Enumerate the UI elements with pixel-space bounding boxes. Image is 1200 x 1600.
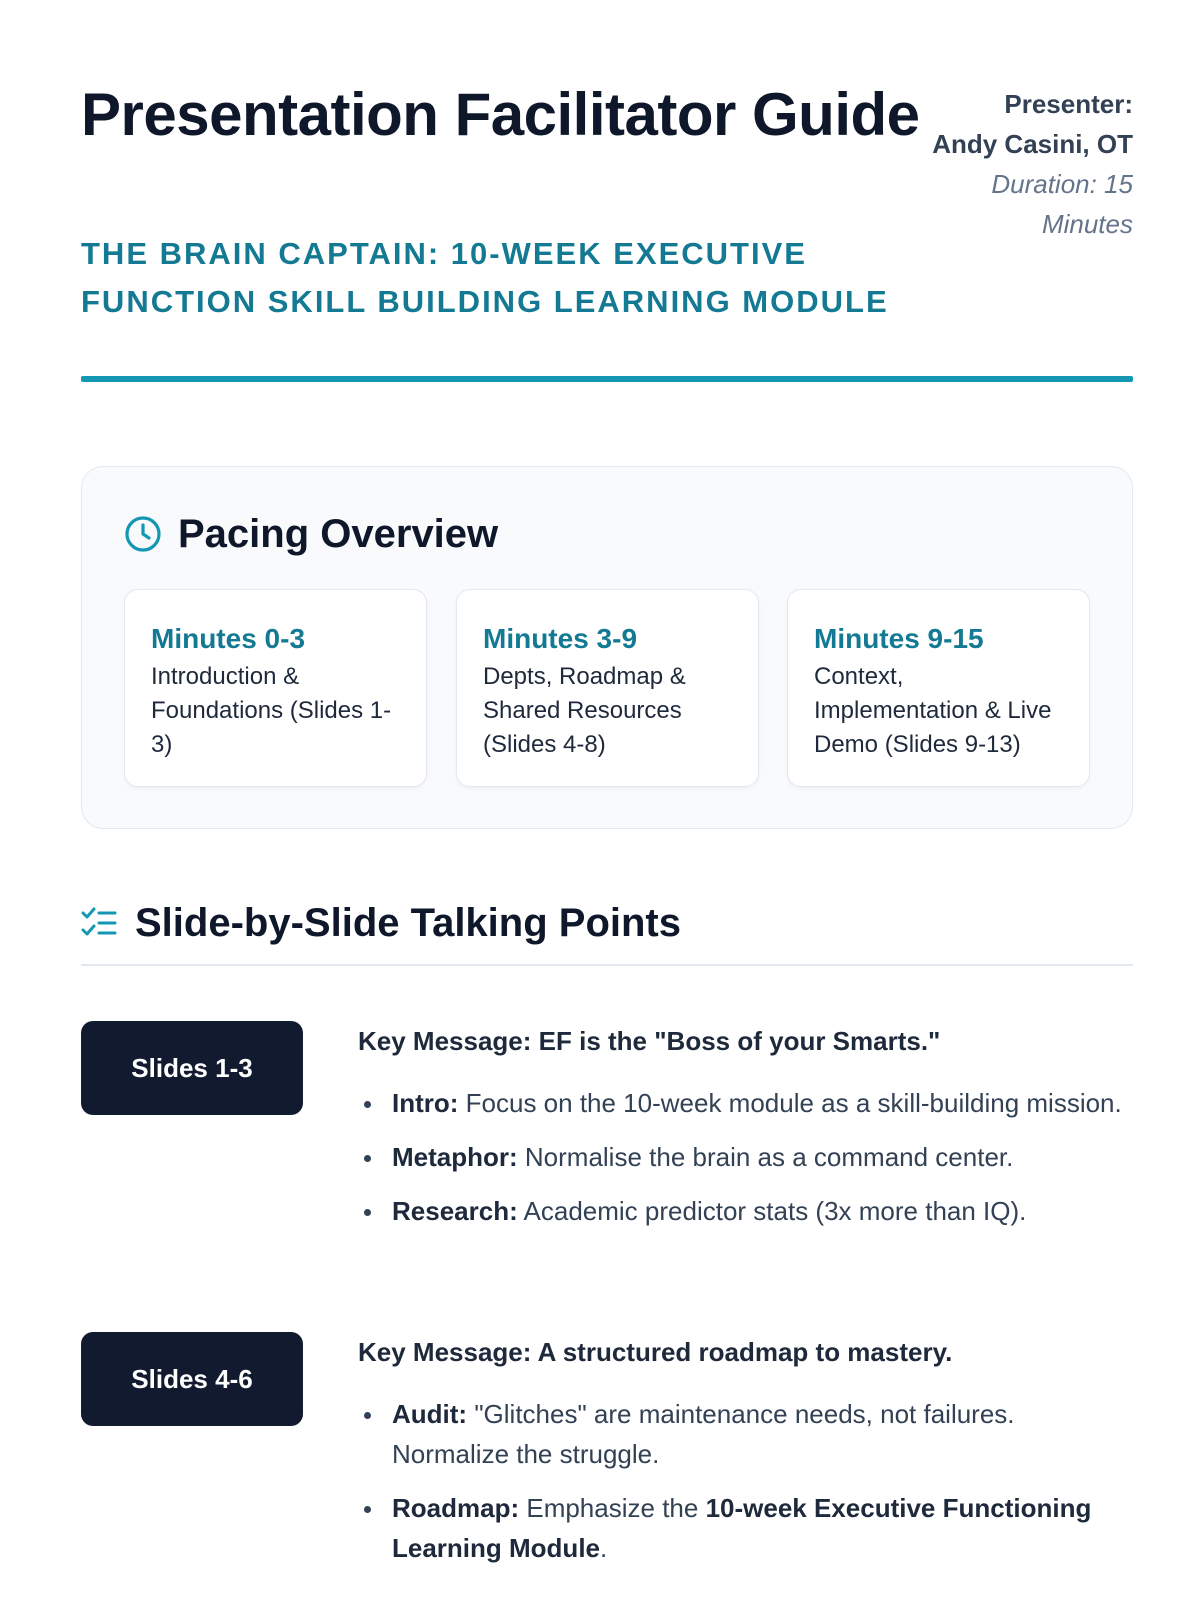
duration-text: Duration: 15 Minutes xyxy=(991,169,1133,239)
checklist-icon xyxy=(81,906,117,940)
pacing-overview-heading xyxy=(124,509,498,559)
talking-points-divider xyxy=(81,964,1133,966)
talking-point-content xyxy=(358,1021,1133,1245)
pacing-card-range: Minutes 3-9 xyxy=(483,623,638,654)
bullet-emphasis: 10-week Executive Functioning Learning Module xyxy=(392,1493,1092,1563)
page-subtitle: THE BRAIN CAPTAIN: 10-WEEK EXECUTIVE FUNCTION SKILL BUILDING LEARNING MODULE xyxy=(81,236,889,319)
list-item xyxy=(358,1394,1133,1474)
talking-point-list xyxy=(358,1394,1133,1568)
presenter-name: Andy Casini, OT xyxy=(932,129,1133,159)
talking-points-title: Slide-by-Slide Talking Points xyxy=(135,900,681,945)
bullet-label: Intro: xyxy=(392,1088,459,1118)
bullet-label: Audit: xyxy=(392,1399,468,1429)
bullet-label: Roadmap: xyxy=(392,1493,520,1523)
bullet-text: Emphasize the xyxy=(519,1493,706,1523)
list-item xyxy=(358,1137,1133,1177)
talking-point-content xyxy=(358,1332,1133,1582)
bullet-text: Normalise the brain as a command center. xyxy=(517,1142,1014,1172)
presenter-meta xyxy=(923,84,1133,244)
bullet-text: Academic predictor stats (3x more than IQ). xyxy=(517,1196,1027,1226)
pacing-card-range: Minutes 9-15 xyxy=(814,623,984,654)
pacing-card-range: Minutes 0-3 xyxy=(151,623,306,654)
bullet-label: Metaphor: xyxy=(392,1142,518,1172)
pacing-card xyxy=(124,589,427,787)
bullet-label: Research: xyxy=(392,1196,518,1226)
pacing-card-description: Introduction & Foundations (Slides 1-3) xyxy=(151,663,392,758)
guide-header xyxy=(81,82,1133,382)
pacing-overview-title: Pacing Overview xyxy=(178,511,499,556)
talking-points-heading xyxy=(81,896,681,950)
list-item xyxy=(358,1191,1133,1231)
page-title: Presentation Facilitator Guide xyxy=(81,81,920,148)
pacing-card-description: Depts, Roadmap & Shared Resources (Slides 4-8) xyxy=(483,663,686,758)
bullet-text: "Glitches" are maintenance needs, not failures. Normalize the struggle. xyxy=(392,1399,1015,1469)
list-item xyxy=(358,1083,1133,1123)
facilitator-guide-page xyxy=(81,0,1133,1600)
list-item xyxy=(358,1488,1133,1568)
pacing-overview-panel xyxy=(81,466,1133,829)
pacing-card xyxy=(787,589,1090,787)
pacing-cards xyxy=(124,589,1092,787)
slides-badge: Slides 4-6 xyxy=(81,1332,303,1426)
key-message: Key Message: A structured roadmap to mastery. xyxy=(358,1337,953,1367)
pacing-card xyxy=(456,589,759,787)
bullet-text: Focus on the 10-week module as a skill-building mission. xyxy=(458,1088,1122,1118)
header-divider xyxy=(81,376,1133,382)
key-message: Key Message: EF is the "Boss of your Smarts." xyxy=(358,1026,941,1056)
talking-point-list xyxy=(358,1083,1133,1231)
clock-icon xyxy=(124,515,162,553)
bullet-tail: . xyxy=(600,1533,608,1563)
presenter-label: Presenter: xyxy=(1004,89,1133,119)
pacing-card-description: Context, Implementation & Live Demo (Slides 9-13) xyxy=(814,663,1052,758)
slides-badge: Slides 1-3 xyxy=(81,1021,303,1115)
